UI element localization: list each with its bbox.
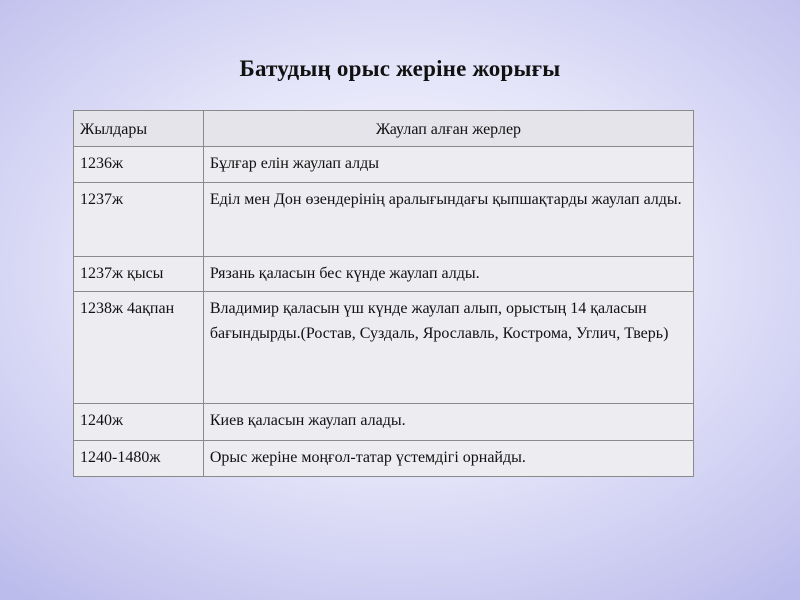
table-header-row bbox=[74, 111, 694, 147]
table-row bbox=[74, 183, 694, 257]
cell-year: 1237ж bbox=[74, 183, 204, 257]
events-table bbox=[73, 110, 694, 477]
cell-event: Киев қаласын жаулап алады. bbox=[203, 404, 693, 441]
cell-event: Владимир қаласын үш күнде жаулап алып, орыстың 14 қаласын бағындырды.(Ростав, Суздаль, Ярославль, Кострома, Углич, Тверь) bbox=[203, 292, 693, 404]
table-row bbox=[74, 292, 694, 404]
table-row bbox=[74, 257, 694, 292]
cell-year: 1240-1480ж bbox=[74, 441, 204, 477]
cell-event: Рязань қаласын бес күнде жаулап алды. bbox=[203, 257, 693, 292]
header-years: Жылдары bbox=[74, 111, 204, 147]
table-row bbox=[74, 147, 694, 183]
cell-year: 1240ж bbox=[74, 404, 204, 441]
table-row bbox=[74, 404, 694, 441]
cell-event: Еділ мен Дон өзендерінің аралығындағы қыпшақтарды жаулап алды. bbox=[203, 183, 693, 257]
table-row bbox=[74, 441, 694, 477]
header-conquered-lands: Жаулап алған жерлер bbox=[203, 111, 693, 147]
page-title: Батудың орыс жеріне жорығы bbox=[239, 56, 561, 81]
cell-year: 1236ж bbox=[74, 147, 204, 183]
cell-event: Орыс жеріне моңғол-татар үстемдігі орнайды. bbox=[203, 441, 693, 477]
cell-event: Бұлғар елін жаулап алды bbox=[203, 147, 693, 183]
cell-year: 1238ж 4ақпан bbox=[74, 292, 204, 404]
cell-year: 1237ж қысы bbox=[74, 257, 204, 292]
